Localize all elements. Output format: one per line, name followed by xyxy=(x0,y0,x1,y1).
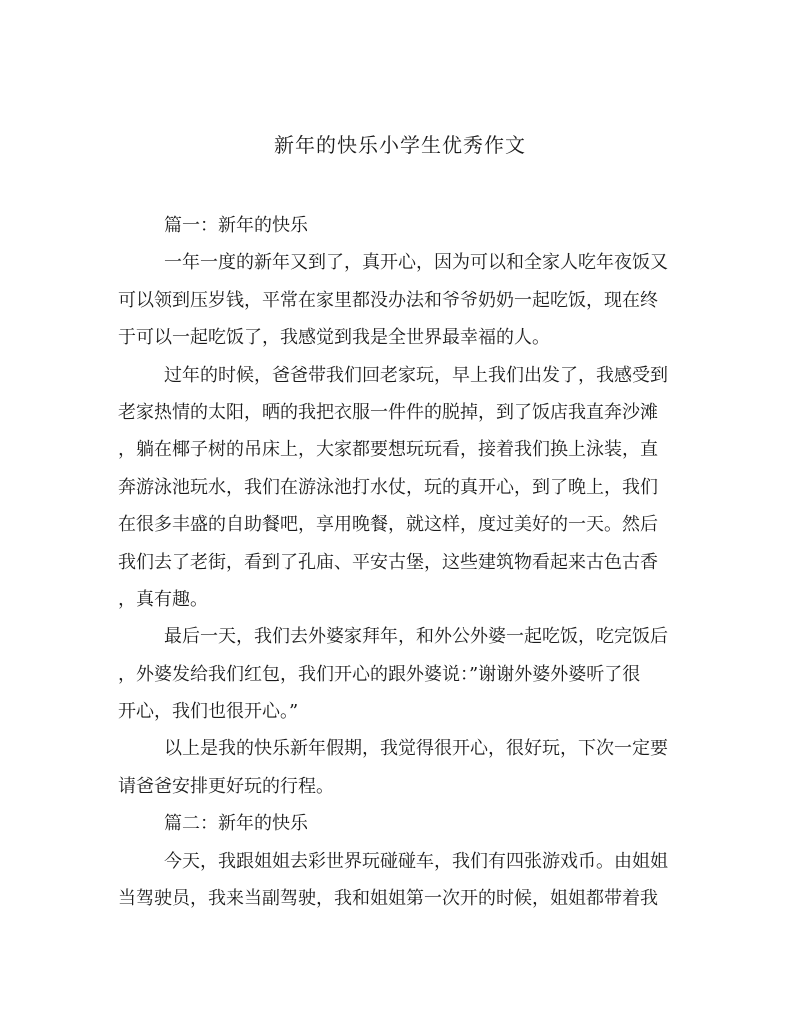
paragraph-line: 在很多丰盛的自助餐吧，享用晚餐，就这样，度过美好的一天。然后 xyxy=(118,514,658,536)
paragraph-line: 奔游泳池玩水，我们在游泳池打水仗，玩的真开心，到了晚上，我们 xyxy=(118,476,658,498)
paragraph-line: 今天，我跟姐姐去彩世界玩碰碰车，我们有四张游戏币。由姐姐 xyxy=(164,850,668,872)
paragraph-line: 可以领到压岁钱，平常在家里都没办法和爷爷奶奶一起吃饭，现在终 xyxy=(118,289,658,311)
section-heading-1: 篇一：新年的快乐 xyxy=(164,215,308,236)
paragraph-line: 当驾驶员，我来当副驾驶，我和姐姐第一次开的时候，姐姐都带着我 xyxy=(118,888,658,910)
paragraph-4 xyxy=(118,730,703,805)
paragraph-line: 请爸爸安排更好玩的行程。 xyxy=(118,775,334,797)
paragraph-1 xyxy=(118,244,703,356)
paragraph-5 xyxy=(118,843,703,918)
paragraph-line: 以上是我的快乐新年假期，我觉得很开心，很好玩，下次一定要 xyxy=(164,738,668,760)
paragraph-line: 于可以一起吃饭了，我感觉到我是全世界最幸福的人。 xyxy=(118,327,550,349)
paragraph-line: 一年一度的新年又到了，真开心，因为可以和全家人吃年夜饭又 xyxy=(164,252,668,274)
paragraph-line: 过年的时候，爸爸带我们回老家玩，早上我们出发了，我感受到 xyxy=(164,364,668,386)
paragraph-line: 我们去了老街，看到了孔庙、平安古堡，这些建筑物看起来古色古香 xyxy=(118,551,658,573)
paragraph-line: ，外婆发给我们红包，我们开心的跟外婆说：”谢谢外婆外婆听了很 xyxy=(118,663,641,685)
paragraph-line: ，躺在椰子树的吊床上，大家都要想玩玩看，接着我们换上泳装，直 xyxy=(118,439,658,461)
paragraph-line: 老家热情的太阳，晒的我把衣服一件件的脱掉，到了饭店我直奔沙滩 xyxy=(118,401,658,423)
paragraph-3 xyxy=(118,618,703,730)
paragraph-line: ，真有趣。 xyxy=(118,588,208,610)
paragraph-line: 开心，我们也很开心。” xyxy=(118,701,299,723)
document-body xyxy=(118,207,703,917)
paragraph-line: 最后一天，我们去外婆家拜年，和外公外婆一起吃饭，吃完饭后 xyxy=(164,626,668,648)
section-heading-2: 篇二：新年的快乐 xyxy=(164,813,308,835)
paragraph-2 xyxy=(118,357,703,619)
document-title: 新年的快乐小学生优秀作文 xyxy=(274,133,526,157)
